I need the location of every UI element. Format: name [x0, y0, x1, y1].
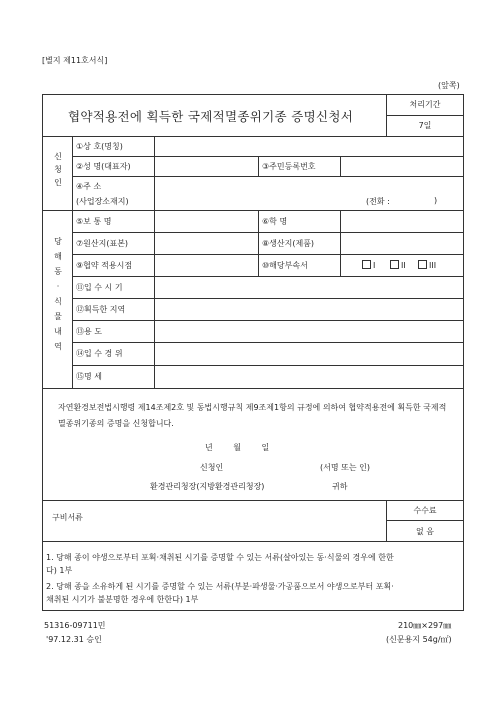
company-name-label: ①상 호(명칭) [76, 142, 123, 151]
appendix-option-2[interactable]: II [390, 260, 406, 270]
common-name-label: ⑤보 통 명 [76, 217, 112, 226]
approval-date: '97.12.31 승인 [46, 635, 102, 644]
document-item-1: 1. 당해 종이 야생으로부터 포획·채취된 시기를 증명할 수 있는 서류(살아있는 동·식물의 경우에 한한다) 1부 [46, 553, 394, 575]
phone-label: (전화 : [366, 197, 390, 206]
processing-period-label: 처리기간 [409, 100, 441, 109]
form-number: [별지 제11호서식] [42, 56, 108, 65]
processing-period-value: 7일 [418, 121, 432, 130]
recipient-suffix: 귀하 [332, 482, 348, 491]
checkbox-icon [418, 260, 427, 269]
address-label: ④주 소 [76, 182, 102, 191]
representative-name-label: ②성 명(대표자) [76, 162, 131, 171]
phone-close: ) [434, 196, 438, 205]
fee-label: 수수료 [413, 506, 437, 515]
checkbox-icon [390, 260, 399, 269]
acquisition-process-label: ⑭입 수 경 위 [76, 349, 123, 358]
acquisition-time-label: ⑪입 수 시 기 [76, 283, 123, 292]
species-section-label: 당해동·식물내역 [54, 237, 62, 351]
resident-number-label: ③주민등록번호 [262, 162, 316, 171]
checkbox-icon [362, 260, 371, 269]
business-address-label: (사업장소재지) [76, 197, 129, 206]
form-title: 협약적용전에 획득한 국제적멸종위기종 증명신청서 [68, 109, 354, 124]
recipient-label: 환경관리청장(지방환경관리청장) [150, 482, 265, 491]
appendix-option-3[interactable]: III [418, 260, 436, 270]
application-date: 년 월 일 [205, 443, 270, 452]
fee-value: 없 음 [416, 527, 434, 536]
statement-text: 자연환경보전법시행령 제14조제2호 및 동법시행규칙 제9조제1항의 규정에 의하여 협약적용전에 획득한 국제적멸종위기종의 증명을 신청합니다. [58, 403, 447, 428]
specification-label: ⑮명 세 [76, 372, 102, 381]
appendix-label: ⑩해당부속서 [262, 261, 308, 270]
paper-size: 210㎜×297㎜ [398, 621, 452, 630]
form-code: 51316-09711민 [44, 621, 106, 630]
paper-type: (신문용지 54g/㎡) [386, 635, 452, 644]
production-place-label: ⑧생산지(제품) [262, 239, 315, 248]
document-item-2: 2. 당해 종을 소유하게 된 시기를 증명할 수 있는 서류(부분·파생물·가공품으로서 야생으로부터 포획·채취된 시기가 불분명한 경우에 한한다) 1부 [46, 582, 394, 604]
required-documents-label: 구비서류 [52, 513, 83, 522]
purpose-label: ⑬용 도 [76, 327, 102, 336]
appendix-option-1[interactable]: I [362, 260, 375, 270]
applicant-name-label: 신청인 [200, 463, 224, 472]
convention-date-label: ⑨협약 적용시점 [76, 261, 133, 270]
applicant-section-label: 신청인 [54, 152, 62, 187]
scientific-name-label: ⑥학 명 [262, 217, 288, 226]
acquisition-region-label: ⑫획득한 지역 [76, 305, 126, 314]
signature-label: (서명 또는 인) [320, 463, 370, 472]
origin-label: ⑦원산지(표본) [76, 239, 129, 248]
page-side-label: (앞쪽) [438, 81, 460, 90]
